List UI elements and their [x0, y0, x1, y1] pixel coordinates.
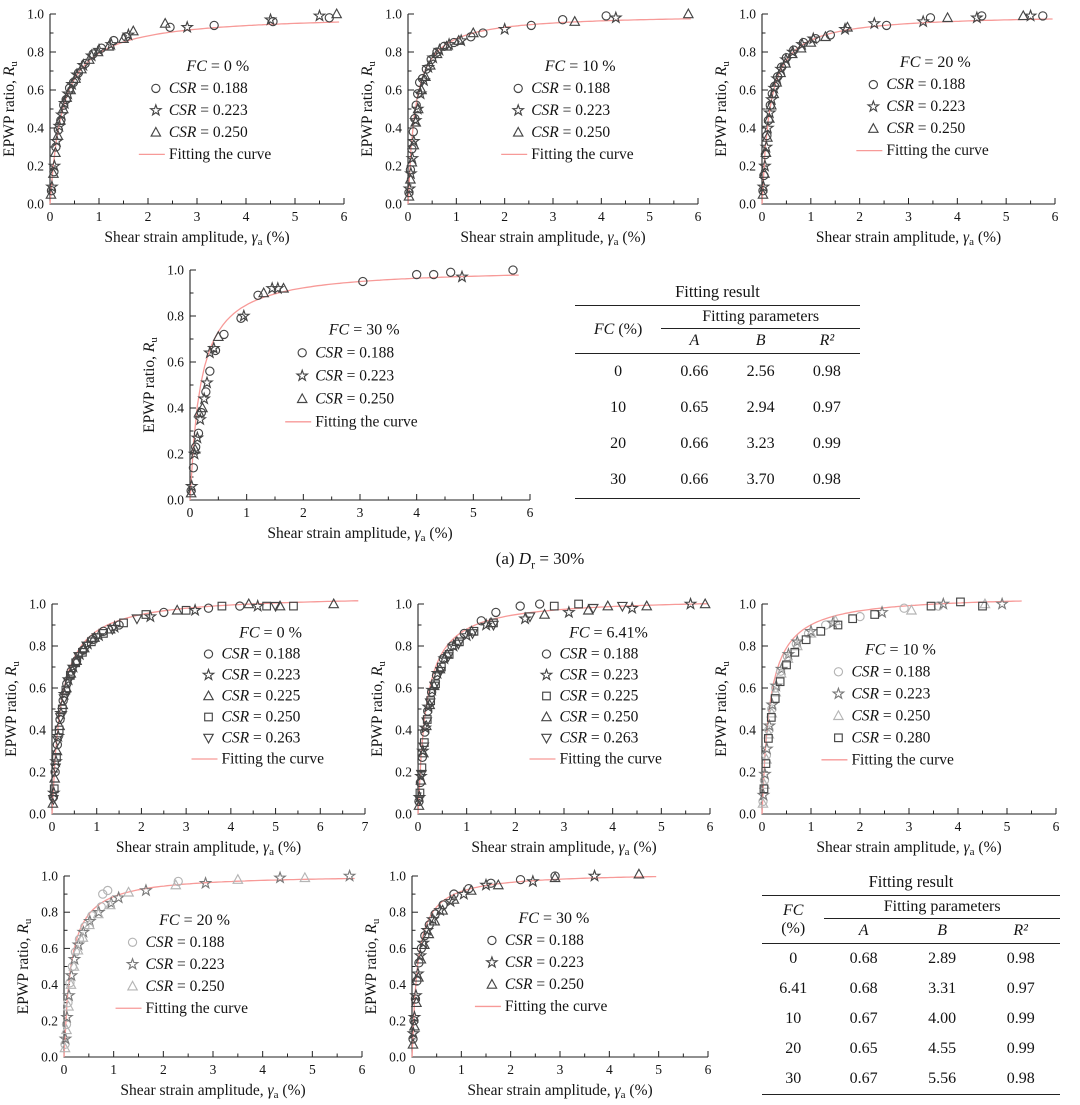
legend [529, 625, 662, 768]
table-cell: 0.67 [824, 1064, 903, 1095]
x-axis-title: Shear strain amplitude, γa (%) [120, 1082, 306, 1101]
y-axis-title: EPWP ratio, Ru [141, 337, 160, 433]
svg-text:1: 1 [243, 505, 251, 520]
col-header-R2: R² [794, 329, 860, 354]
svg-text:1.0: 1.0 [27, 6, 44, 22]
svg-text:2: 2 [501, 209, 509, 224]
legend-entry: CSR = 0.188 [145, 933, 225, 951]
svg-text:2: 2 [507, 1062, 515, 1077]
svg-text:0.0: 0.0 [739, 806, 756, 822]
caption-a-suffix: = 30% [535, 549, 585, 568]
legend-entry: CSR = 0.223 [559, 666, 639, 684]
svg-text:7: 7 [361, 819, 369, 834]
svg-text:6: 6 [1051, 209, 1059, 224]
svg-text:0.8: 0.8 [29, 638, 46, 654]
svg-text:4: 4 [413, 505, 421, 520]
svg-text:0.4: 0.4 [389, 977, 406, 993]
legend-fit-entry: Fitting the curve [851, 751, 954, 769]
svg-text:0.2: 0.2 [739, 158, 756, 174]
axis-ticks [389, 869, 712, 1078]
svg-text:0.2: 0.2 [41, 1013, 58, 1029]
plot-b-fc641 [368, 590, 722, 867]
svg-text:0.8: 0.8 [389, 904, 406, 920]
legend-entry: CSR = 0.250 [504, 976, 584, 994]
legend-title: FC = 30 % [518, 910, 590, 928]
svg-text:2: 2 [144, 209, 152, 224]
x-axis-title: Shear strain amplitude, γa (%) [115, 839, 302, 858]
svg-text:0.4: 0.4 [29, 722, 46, 738]
legend-entry: CSR = 0.188 [168, 80, 248, 97]
svg-text:0.4: 0.4 [739, 722, 756, 738]
svg-text:0.2: 0.2 [385, 158, 402, 174]
legend-entry: CSR = 0.263 [221, 729, 301, 747]
svg-text:6: 6 [706, 819, 714, 834]
x-axis-title: Shear strain amplitude, γa (%) [815, 229, 1002, 248]
table-cell: 0 [614, 363, 623, 380]
col-header-A: A [661, 329, 727, 354]
svg-text:1: 1 [110, 1062, 118, 1077]
plot-svg-b_fc641 [368, 590, 722, 862]
legend-entry: CSR = 0.250 [559, 708, 639, 726]
svg-text:0.8: 0.8 [385, 44, 402, 60]
table-cell: 10 [610, 399, 627, 416]
svg-text:0.6: 0.6 [739, 680, 756, 696]
svg-text:5: 5 [1002, 209, 1010, 224]
legend-fit-entry: Fitting the curve [504, 998, 608, 1016]
plot-svg-a_fc30 [140, 256, 542, 548]
svg-text:0.2: 0.2 [395, 764, 412, 780]
svg-text:0.0: 0.0 [167, 492, 184, 508]
legend-title: FC = 6.41% [569, 624, 648, 642]
svg-text:1.0: 1.0 [389, 868, 406, 884]
series-0.250 [758, 599, 989, 807]
svg-text:0: 0 [414, 819, 422, 834]
table-cell: 0.98 [812, 363, 841, 380]
svg-text:4: 4 [953, 209, 961, 224]
table-cell: 0.98 [981, 1064, 1060, 1095]
legend [285, 321, 418, 430]
svg-text:1.0: 1.0 [167, 262, 184, 278]
svg-text:3: 3 [209, 1062, 217, 1077]
legend-entry: CSR = 0.188 [504, 932, 584, 950]
col-header-fc: FC (%) [762, 896, 824, 944]
svg-text:4: 4 [227, 819, 235, 834]
plot-b-fc0 [2, 590, 377, 867]
svg-text:0.6: 0.6 [41, 940, 58, 956]
caption-a-prefix: (a) [495, 549, 519, 568]
table-row [575, 426, 860, 462]
x-axis-title: Shear strain amplitude, γa (%) [104, 229, 290, 248]
svg-text:0.4: 0.4 [739, 120, 756, 136]
svg-text:2: 2 [856, 819, 864, 834]
legend-entry: CSR = 0.250 [531, 124, 611, 141]
legend-entry: CSR = 0.188 [315, 344, 395, 362]
table-cell: 0.99 [812, 435, 841, 452]
plot-dr30-fc30 [140, 256, 542, 553]
svg-text:4: 4 [259, 1062, 267, 1077]
svg-text:0.0: 0.0 [41, 1049, 58, 1065]
table-title: Fitting result [675, 282, 760, 301]
plot-b-fc20 [14, 862, 374, 1105]
plot-svg-b_fc20 [14, 862, 374, 1105]
svg-text:0: 0 [408, 1062, 416, 1077]
legend-title: FC = 20 % [899, 54, 971, 72]
svg-text:0.2: 0.2 [27, 158, 44, 174]
plot-b-fc10 [712, 590, 1068, 867]
svg-text:0.0: 0.0 [385, 196, 402, 212]
legend-fit-entry: Fitting the curve [559, 750, 662, 768]
svg-text:0.6: 0.6 [389, 940, 406, 956]
svg-text:6: 6 [1052, 819, 1060, 834]
fitting-table [762, 895, 1060, 1095]
legend-title: FC = 0 % [186, 58, 250, 75]
col-header-A: A [824, 919, 903, 944]
svg-text:1.0: 1.0 [739, 596, 756, 612]
svg-text:6: 6 [316, 819, 324, 834]
legend-entry: CSR = 0.250 [145, 977, 225, 995]
table-cell: 0.68 [849, 950, 878, 967]
svg-text:5: 5 [308, 1062, 316, 1077]
table-cell: 4.00 [928, 1010, 957, 1027]
table-cell: 0.67 [849, 1010, 878, 1027]
y-axis-title: EPWP ratio, Ru [363, 918, 382, 1015]
y-axis-title: EPWP ratio, Ru [359, 61, 378, 157]
svg-text:2: 2 [299, 505, 307, 520]
legend-entry: CSR = 0.188 [559, 645, 639, 663]
svg-text:3: 3 [182, 819, 190, 834]
table-row [762, 1004, 1060, 1034]
table-cell: 0.65 [680, 399, 709, 416]
legend [821, 641, 954, 768]
svg-text:1.0: 1.0 [395, 596, 412, 612]
table-cell: 6.41 [779, 980, 808, 997]
table-cell: 20 [610, 435, 627, 452]
table-row [762, 944, 1060, 975]
legend-entry: CSR = 0.223 [531, 102, 611, 119]
svg-text:0.8: 0.8 [41, 904, 58, 920]
legend-entry: CSR = 0.250 [315, 390, 395, 408]
legend [475, 910, 608, 1015]
svg-text:3: 3 [356, 505, 364, 520]
table-cell: 0 [789, 950, 798, 967]
table-row [575, 462, 860, 499]
svg-text:0.4: 0.4 [27, 120, 44, 136]
legend-entry: CSR = 0.188 [886, 76, 966, 94]
svg-text:2: 2 [511, 819, 519, 834]
col-group-header: Fitting parameters [661, 306, 860, 329]
legend-title: FC = 0 % [239, 624, 302, 642]
legend-entry: CSR = 0.223 [168, 102, 248, 119]
y-axis-title: EPWP ratio, Ru [713, 661, 732, 757]
table-cell: 0.68 [849, 980, 878, 997]
plot-dr30-fc20 [712, 0, 1067, 257]
plot-dr30-fc10 [358, 0, 710, 257]
svg-text:0: 0 [60, 1062, 68, 1077]
svg-text:0: 0 [404, 209, 412, 224]
legend [116, 912, 249, 1017]
table-cell: 0.98 [794, 462, 860, 499]
fitting-result-table-a [575, 282, 860, 499]
svg-text:3: 3 [193, 209, 201, 224]
svg-text:2: 2 [856, 209, 864, 224]
table-cell: 3.70 [727, 462, 793, 499]
legend-fit-entry: Fitting the curve [315, 413, 418, 431]
table-row [575, 390, 860, 426]
y-axis-title: EPWP ratio, Ru [1, 61, 20, 157]
svg-text:2: 2 [159, 1062, 167, 1077]
svg-text:0.0: 0.0 [739, 196, 756, 212]
svg-text:0: 0 [758, 209, 766, 224]
table-cell: 0.97 [812, 399, 841, 416]
table-cell: 0.99 [1006, 1040, 1035, 1057]
legend-entry: CSR = 0.223 [851, 685, 931, 703]
svg-text:0.8: 0.8 [395, 638, 412, 654]
svg-text:5: 5 [291, 209, 299, 224]
svg-text:0.8: 0.8 [27, 44, 44, 60]
svg-text:6: 6 [694, 209, 702, 224]
series-0.223 [414, 599, 696, 802]
svg-text:5: 5 [469, 505, 477, 520]
svg-text:3: 3 [905, 819, 913, 834]
svg-text:1: 1 [457, 1062, 465, 1077]
svg-text:1: 1 [807, 819, 815, 834]
legend [856, 54, 989, 159]
table-row [762, 974, 1060, 1004]
plot-svg-b_fc10 [712, 590, 1068, 862]
legend-entry: CSR = 0.223 [315, 367, 395, 385]
legend-entry: CSR = 0.250 [851, 707, 931, 725]
legend-fit-entry: Fitting the curve [221, 750, 324, 768]
series-0.225 [416, 600, 582, 797]
svg-text:1: 1 [95, 209, 103, 224]
svg-text:6: 6 [358, 1062, 366, 1077]
col-header-B: B [903, 919, 982, 944]
table-row [762, 1064, 1060, 1095]
svg-text:0.0: 0.0 [389, 1049, 406, 1065]
svg-text:1.0: 1.0 [739, 6, 756, 22]
col-group-header: Fitting parameters [824, 896, 1060, 919]
svg-text:0.4: 0.4 [395, 722, 412, 738]
series-0.223 [47, 10, 325, 191]
plot-dr30-fc0 [0, 0, 356, 257]
x-axis-title: Shear strain amplitude, γa (%) [471, 839, 657, 858]
svg-text:0.4: 0.4 [41, 977, 58, 993]
svg-text:1.0: 1.0 [41, 868, 58, 884]
table-cell: 30 [762, 1064, 824, 1095]
svg-text:5: 5 [655, 1062, 663, 1077]
legend-entry: CSR = 0.263 [559, 729, 639, 747]
svg-text:0.6: 0.6 [739, 82, 756, 98]
plot-b-fc30 [362, 862, 720, 1105]
svg-text:0.0: 0.0 [395, 806, 412, 822]
svg-text:3: 3 [549, 209, 557, 224]
svg-text:0.6: 0.6 [385, 82, 402, 98]
svg-text:0.8: 0.8 [167, 308, 184, 324]
y-axis-title: EPWP ratio, Ru [713, 61, 732, 157]
legend-entry: CSR = 0.223 [504, 954, 584, 972]
svg-text:0.6: 0.6 [27, 82, 44, 98]
svg-text:2: 2 [138, 819, 145, 834]
svg-text:0.4: 0.4 [167, 400, 184, 416]
x-axis-title: Shear strain amplitude, γa (%) [267, 525, 453, 544]
svg-text:1.0: 1.0 [29, 596, 46, 612]
legend-fit-entry: Fitting the curve [145, 999, 248, 1017]
plot-svg-a_fc0 [0, 0, 356, 252]
x-axis-title: Shear strain amplitude, γa (%) [460, 229, 646, 248]
y-axis-title: EPWP ratio, Ru [3, 661, 22, 757]
table-cell: 0.65 [849, 1040, 878, 1057]
fit-curve [190, 275, 519, 500]
legend-entry: CSR = 0.223 [221, 666, 301, 684]
svg-text:0: 0 [758, 819, 766, 834]
table-cell: 3.23 [746, 435, 775, 452]
axis-ticks [395, 597, 714, 835]
caption-a [0, 549, 1080, 572]
svg-text:0.2: 0.2 [167, 446, 184, 462]
legend-entry: CSR = 0.250 [221, 708, 301, 726]
table-cell: 0.66 [661, 462, 727, 499]
table-cell: 0.66 [680, 363, 709, 380]
legend-title: FC = 10 % [865, 641, 936, 659]
svg-text:1: 1 [807, 209, 815, 224]
y-axis-title: EPWP ratio, Ru [15, 918, 34, 1015]
col-header-fc: FC (%) [575, 306, 661, 354]
x-axis-title: Shear strain amplitude, γa (%) [467, 1082, 653, 1101]
svg-text:0.6: 0.6 [29, 680, 46, 696]
table-cell: 30 [575, 462, 661, 499]
caption-a-subscript: r [531, 557, 536, 572]
svg-text:0: 0 [46, 209, 54, 224]
legend-fit-entry: Fitting the curve [168, 146, 272, 163]
plot-svg-b_fc30 [362, 862, 720, 1105]
svg-text:0.2: 0.2 [389, 1013, 406, 1029]
plot-svg-a_fc20 [712, 0, 1067, 252]
legend-entry: CSR = 0.188 [221, 645, 301, 663]
svg-text:1.0: 1.0 [385, 6, 402, 22]
svg-text:6: 6 [340, 209, 348, 224]
table-row [762, 1034, 1060, 1064]
svg-text:0.2: 0.2 [739, 764, 756, 780]
table-title: Fitting result [868, 872, 954, 891]
svg-text:5: 5 [272, 819, 279, 834]
legend-fit-entry: Fitting the curve [886, 142, 989, 160]
svg-text:4: 4 [605, 1062, 613, 1077]
legend-entry: CSR = 0.250 [168, 124, 248, 141]
table-cell: 10 [785, 1010, 802, 1027]
legend-entry: CSR = 0.188 [531, 80, 611, 97]
svg-text:4: 4 [954, 819, 962, 834]
fitting-result-table-b [762, 872, 1060, 1095]
legend-entry: CSR = 0.188 [851, 663, 931, 681]
table-cell: 2.89 [928, 950, 957, 967]
svg-text:0.0: 0.0 [29, 806, 46, 822]
svg-text:5: 5 [646, 209, 654, 224]
table-cell: 0.97 [1006, 980, 1035, 997]
svg-text:1: 1 [452, 209, 460, 224]
table-cell: 0.99 [1006, 1010, 1035, 1027]
svg-text:6: 6 [526, 505, 534, 520]
svg-text:5: 5 [657, 819, 665, 834]
col-header-R2: R² [981, 919, 1060, 944]
legend-entry: CSR = 0.223 [886, 98, 966, 116]
legend [501, 58, 634, 163]
svg-text:1: 1 [93, 819, 101, 834]
legend-title: FC = 20 % [159, 911, 230, 929]
plot-svg-b_fc0 [2, 590, 377, 862]
svg-text:0.6: 0.6 [167, 354, 184, 370]
legend [192, 625, 325, 768]
svg-text:3: 3 [560, 819, 568, 834]
svg-text:0.4: 0.4 [385, 120, 402, 136]
table-cell: 5.56 [903, 1064, 982, 1095]
axis-ticks [739, 7, 1059, 225]
y-axis-title: EPWP ratio, Ru [369, 661, 388, 757]
svg-text:0.0: 0.0 [27, 196, 44, 212]
axis-ticks [29, 597, 369, 835]
legend-entry: CSR = 0.280 [851, 729, 931, 747]
table-cell: 20 [785, 1040, 802, 1057]
svg-text:3: 3 [556, 1062, 564, 1077]
legend-entry: CSR = 0.223 [145, 955, 225, 973]
svg-text:0: 0 [48, 819, 56, 834]
table-cell: 0.98 [1006, 950, 1035, 967]
svg-text:4: 4 [609, 819, 617, 834]
legend-fit-entry: Fitting the curve [531, 146, 634, 163]
col-header-B: B [727, 329, 793, 354]
svg-text:3: 3 [905, 209, 912, 224]
svg-text:6: 6 [704, 1062, 712, 1077]
legend-title: FC = 10 % [544, 58, 616, 75]
plot-svg-a_fc10 [358, 0, 710, 252]
series-0.188 [759, 602, 943, 806]
table-cell: 3.31 [928, 980, 957, 997]
x-axis-title: Shear strain amplitude, γa (%) [816, 839, 1002, 858]
svg-text:0: 0 [186, 505, 194, 520]
table-cell: 4.55 [928, 1040, 957, 1057]
table-cell: 2.94 [746, 399, 775, 416]
svg-text:4: 4 [597, 209, 605, 224]
svg-text:0.8: 0.8 [739, 44, 756, 60]
legend-entry: CSR = 0.250 [886, 120, 966, 138]
legend-title: FC = 30 % [328, 321, 400, 339]
legend-entry: CSR = 0.225 [559, 687, 639, 705]
fitting-table [575, 305, 860, 499]
series-0.188 [49, 602, 244, 801]
legend-entry: CSR = 0.225 [221, 687, 301, 705]
svg-text:0.2: 0.2 [29, 764, 46, 780]
svg-text:0.8: 0.8 [739, 638, 756, 654]
svg-text:4: 4 [242, 209, 250, 224]
svg-text:0.6: 0.6 [395, 680, 412, 696]
table-cell: 2.56 [746, 363, 775, 380]
caption-a-symbol: D [518, 549, 532, 568]
legend [139, 58, 272, 163]
table-row [575, 354, 860, 391]
svg-text:1: 1 [463, 819, 471, 834]
svg-text:5: 5 [1003, 819, 1011, 834]
table-cell: 0.66 [680, 435, 709, 452]
